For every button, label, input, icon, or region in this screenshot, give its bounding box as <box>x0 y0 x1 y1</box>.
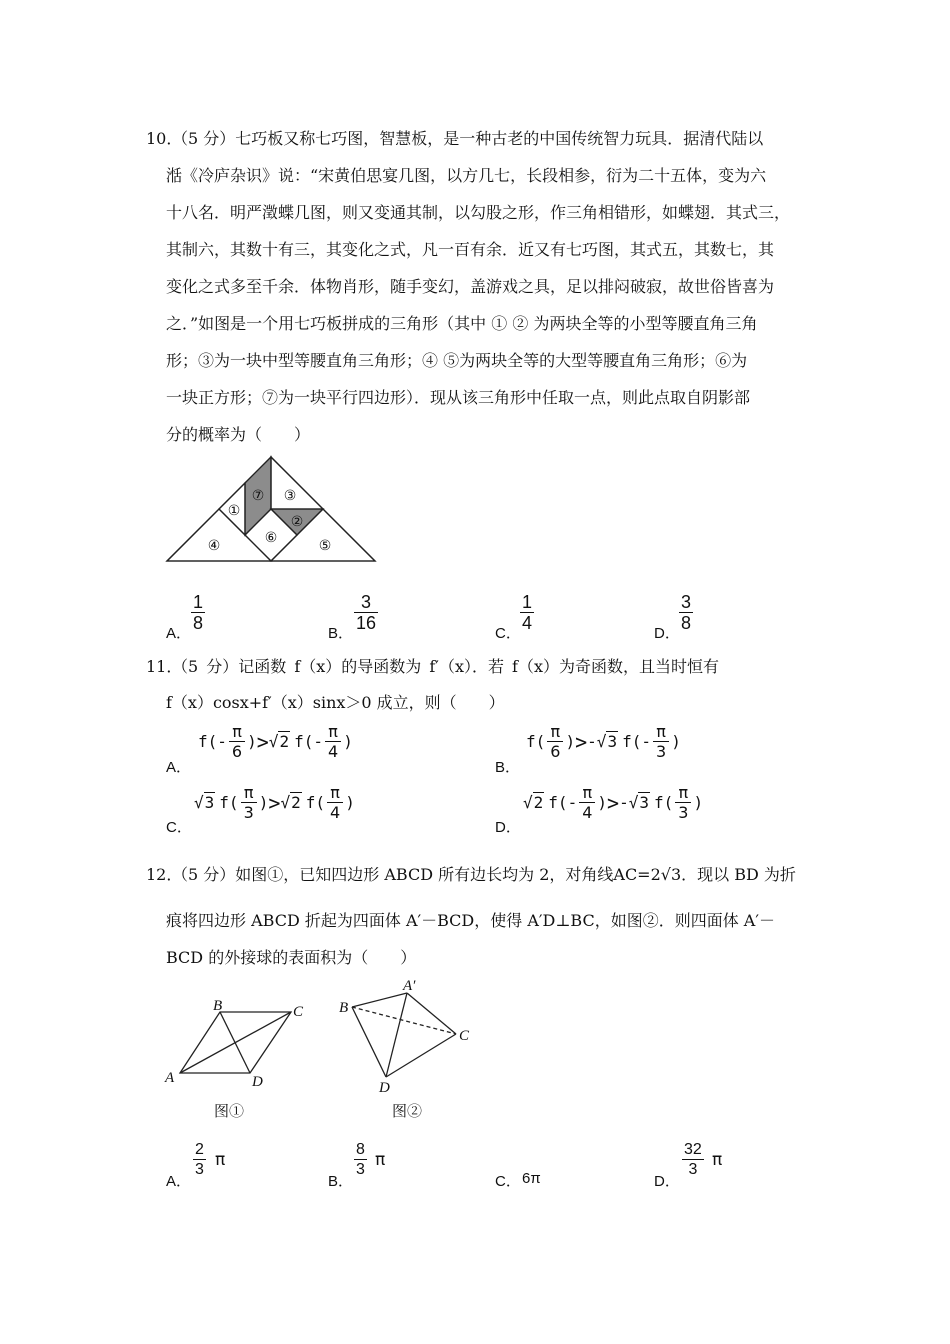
q12-option-b-pi: π <box>375 1150 386 1170</box>
frac-pi-4 <box>579 783 595 822</box>
sym-2: 2 <box>279 732 290 751</box>
sym-3: 3 <box>675 802 691 822</box>
sym-rp: ) <box>247 732 257 751</box>
frac-pi-4 <box>325 722 341 761</box>
frac-pi-4 <box>327 783 343 822</box>
edge-ad <box>386 993 407 1077</box>
frac-pi-6 <box>229 722 245 761</box>
q10-option-c-letter[interactable]: C． <box>495 625 521 642</box>
q12-line-2: 痕将四边形 ABCD 折起为四面体 A′－BCD，使得 A′D⊥BC，如图②．则四面体 A′－ <box>166 911 775 930</box>
sym-pi: π <box>550 722 561 741</box>
q12-option-b-letter[interactable]: B． <box>328 1173 354 1190</box>
q11-option-d-expr <box>523 783 703 822</box>
piece-3-triangle <box>271 457 323 509</box>
fig1-label-b: B <box>213 998 223 1014</box>
q10-line-5: 变化之式多至千余．体物肖形，随手变幻，盖游戏之具，足以排闷破寂，故世俗皆喜为 <box>166 277 775 296</box>
sqrt-3 <box>194 793 215 812</box>
sym-pi: π <box>656 722 666 741</box>
sym-minus: - <box>217 732 227 751</box>
sym-3: 3 <box>204 793 215 812</box>
q10-a-num: 1 <box>193 592 204 612</box>
figure-1-rhombus <box>160 998 320 1088</box>
figure-2-caption: 图② <box>392 1102 423 1120</box>
q12-option-d-letter[interactable]: D． <box>654 1173 680 1190</box>
figure-2-tetrahedron <box>335 976 485 1096</box>
sym-6: 6 <box>229 741 245 761</box>
sym-rp: ) <box>597 793 608 812</box>
q10-option-c-fraction <box>520 592 534 633</box>
q11-option-d-letter[interactable]: D． <box>495 819 521 836</box>
frac-pi-3 <box>675 783 691 822</box>
q10-line-6: 之．”如图是一个用七巧板拼成的三角形（其中 ① ② 为两块全等的小型等腰直角三角 <box>166 314 758 333</box>
q10-line-4: 其制六，其数十有三，其变化之式，凡一百有余．近又有七巧图，其式五，其数七，其 <box>166 240 775 259</box>
sym-lp: ( <box>207 732 218 751</box>
q12-line-1: （5 分）如图①，已知四边形 ABCD 所有边长均为 2，对角线AC=2√3．现以 BD 为折 <box>172 865 796 884</box>
sym-f: f <box>305 793 316 812</box>
sym-sqrt: √ <box>268 732 279 751</box>
q10-b-num: 3 <box>361 592 372 612</box>
q10-line-2: 湉《冷庐杂识》说：“宋黄伯思宴几图，以方几七，长段相参，衍为二十五体，变为六 <box>166 166 767 185</box>
sym-pi: π <box>243 783 254 802</box>
fig1-label-d: D <box>252 1074 263 1090</box>
q12-b-den: 3 <box>356 1161 365 1178</box>
sym-gt: > <box>268 790 281 815</box>
sqrt-2 <box>280 793 301 812</box>
sym-pi: π <box>330 783 340 802</box>
q12-option-c-letter[interactable]: C． <box>495 1173 521 1190</box>
sym-lp: ( <box>631 732 642 751</box>
sym-minus: - <box>641 732 651 751</box>
q10-d-num: 3 <box>681 592 692 612</box>
q12-a-num: 2 <box>195 1141 204 1158</box>
sym-gt: > <box>575 729 588 754</box>
q10-c-den: 4 <box>522 613 533 633</box>
q11-option-a-letter[interactable]: A． <box>166 759 192 776</box>
q12-b-num: 8 <box>356 1141 365 1158</box>
q10-option-a-letter[interactable]: A． <box>166 625 192 642</box>
q10-option-d-fraction <box>679 592 693 633</box>
edge-ba <box>352 993 407 1007</box>
q10-line-9: 分的概率为（ ） <box>166 425 311 444</box>
sym-f: f <box>654 793 664 812</box>
q12-d-den: 3 <box>682 1159 704 1179</box>
sym-minus: - <box>587 732 597 751</box>
q10-c-num: 1 <box>522 592 533 612</box>
sym-lp: ( <box>315 793 325 812</box>
sym-pi: π <box>328 722 338 741</box>
sym-sqrt: √ <box>280 793 291 812</box>
figure-1-caption: 图① <box>214 1102 245 1120</box>
sym-lp: ( <box>228 793 239 812</box>
label-6: ⑥ <box>264 530 278 546</box>
sym-rp: ) <box>671 732 681 751</box>
sqrt-3 <box>597 732 618 751</box>
fig2-label-a: A′ <box>403 978 416 994</box>
fig2-label-c: C <box>459 1028 470 1044</box>
label-4: ④ <box>207 538 221 554</box>
q12-option-d-fraction <box>682 1140 704 1179</box>
q11-option-c-expr <box>194 783 355 822</box>
q11-option-c-letter[interactable]: C． <box>166 819 192 836</box>
sym-sqrt: √ <box>523 793 533 812</box>
sym-f: f <box>622 732 632 751</box>
diagonal-bd <box>220 1012 250 1073</box>
sym-3: 3 <box>639 793 649 812</box>
q12-option-a-letter[interactable]: A． <box>166 1173 192 1190</box>
sym-2: 2 <box>291 793 301 812</box>
frac-pi-3 <box>653 722 669 761</box>
sqrt-2 <box>269 732 290 751</box>
sym-rp: ) <box>693 793 704 812</box>
q10-line-1: （5 分）七巧板又称七巧图，智慧板，是一种古老的中国传统智力玩具．据清代陆以 <box>172 129 764 148</box>
label-1: ① <box>227 503 241 519</box>
q12-d-num: 32 <box>684 1141 702 1158</box>
edge-cd <box>386 1034 456 1077</box>
sym-lp: ( <box>663 793 674 812</box>
sym-f: f <box>548 793 558 812</box>
q10-option-b-letter[interactable]: B． <box>328 625 354 642</box>
sym-sqrt: √ <box>596 732 607 751</box>
q10-line-8: 一块正方形；⑦为一块平行四边形）．现从该三角形中任取一点，则此点取自阴影部 <box>166 388 751 407</box>
q10-b-den: 16 <box>356 613 377 633</box>
tangram-figure <box>160 452 385 567</box>
sym-f: f <box>198 732 208 751</box>
q10-option-d-letter[interactable]: D． <box>654 625 680 642</box>
sym-sqrt: √ <box>628 793 639 812</box>
sym-gt: > <box>256 729 269 754</box>
sym-rp: ) <box>565 732 576 751</box>
edge-bd <box>352 1007 386 1077</box>
sym-gt: > <box>607 790 620 815</box>
sym-lp: ( <box>535 732 546 751</box>
sym-pi: π <box>678 783 689 802</box>
q12-option-d-pi: π <box>712 1150 723 1170</box>
sym-lp: ( <box>557 793 568 812</box>
edge-ac <box>407 993 456 1034</box>
q10-option-a-fraction <box>191 592 205 633</box>
sym-3: 3 <box>241 802 257 822</box>
sqrt-3 <box>629 793 650 812</box>
sym-3: 3 <box>607 732 618 751</box>
label-5: ⑤ <box>318 538 332 554</box>
sym-rp: ) <box>258 793 269 812</box>
q10-a-den: 8 <box>193 613 204 633</box>
q11-line-1: （5 分）记函数 f（x）的导函数为 f′（x）．若 f（x）为奇函数，且当时恒有 <box>172 657 719 676</box>
frac-pi-6 <box>547 722 563 761</box>
q11-option-b-letter[interactable]: B． <box>495 759 521 776</box>
q12-option-a-fraction <box>193 1140 206 1179</box>
fig1-label-c: C <box>293 1004 304 1020</box>
sym-rp: ) <box>345 793 355 812</box>
q10-option-b-fraction <box>354 592 378 633</box>
q11-number: 11． <box>146 657 183 676</box>
q10-d-den: 8 <box>681 613 692 633</box>
sym-rp: ) <box>343 732 353 751</box>
sym-f: f <box>219 793 229 812</box>
fig2-label-d: D <box>379 1080 390 1096</box>
fig1-label-a: A <box>165 1070 175 1086</box>
label-3: ③ <box>283 488 297 504</box>
sym-6: 6 <box>547 741 563 761</box>
sym-2: 2 <box>533 793 544 812</box>
sym-sqrt: √ <box>194 793 204 812</box>
q12-line-3: BCD 的外接球的表面积为（ ） <box>166 948 417 967</box>
label-2: ② <box>290 514 304 530</box>
q11-option-a-expr <box>198 722 353 761</box>
sym-minus: - <box>567 793 578 812</box>
sym-4: 4 <box>579 802 595 822</box>
q10-line-7: 形；③为一块中型等腰直角三角形；④ ⑤为两块全等的大型等腰直角三角形；⑥为 <box>166 351 748 370</box>
sym-3: 3 <box>653 741 669 761</box>
sym-f: f <box>294 732 304 751</box>
sym-4: 4 <box>325 741 341 761</box>
q12-a-den: 3 <box>195 1161 204 1178</box>
sym-pi: π <box>582 783 593 802</box>
q12-option-a-pi: π <box>215 1150 226 1170</box>
sym-pi: π <box>232 722 242 741</box>
q10-line-3: 十八名．明严澂蝶几图，则又变通其制，以勾股之形，作三角相错形，如蝶翅．其式三， <box>166 203 791 222</box>
frac-pi-3 <box>241 783 257 822</box>
q11-line-2: f（x）cosx+f′（x）sinx＞0 成立，则（ ） <box>166 693 505 712</box>
q10-number: 10． <box>146 129 183 148</box>
sym-minus: - <box>619 793 629 812</box>
fig2-label-b: B <box>339 1000 349 1016</box>
q12-number: 12． <box>146 865 183 884</box>
label-7: ⑦ <box>251 488 265 504</box>
sym-lp: ( <box>303 732 314 751</box>
sqrt-2 <box>523 793 544 812</box>
q12-option-b-fraction <box>354 1140 367 1179</box>
q11-option-b-expr <box>526 722 681 761</box>
sym-minus: - <box>313 732 323 751</box>
sym-4: 4 <box>327 802 343 822</box>
q12-option-c-text: 6π <box>522 1170 541 1187</box>
sym-f: f <box>526 732 536 751</box>
